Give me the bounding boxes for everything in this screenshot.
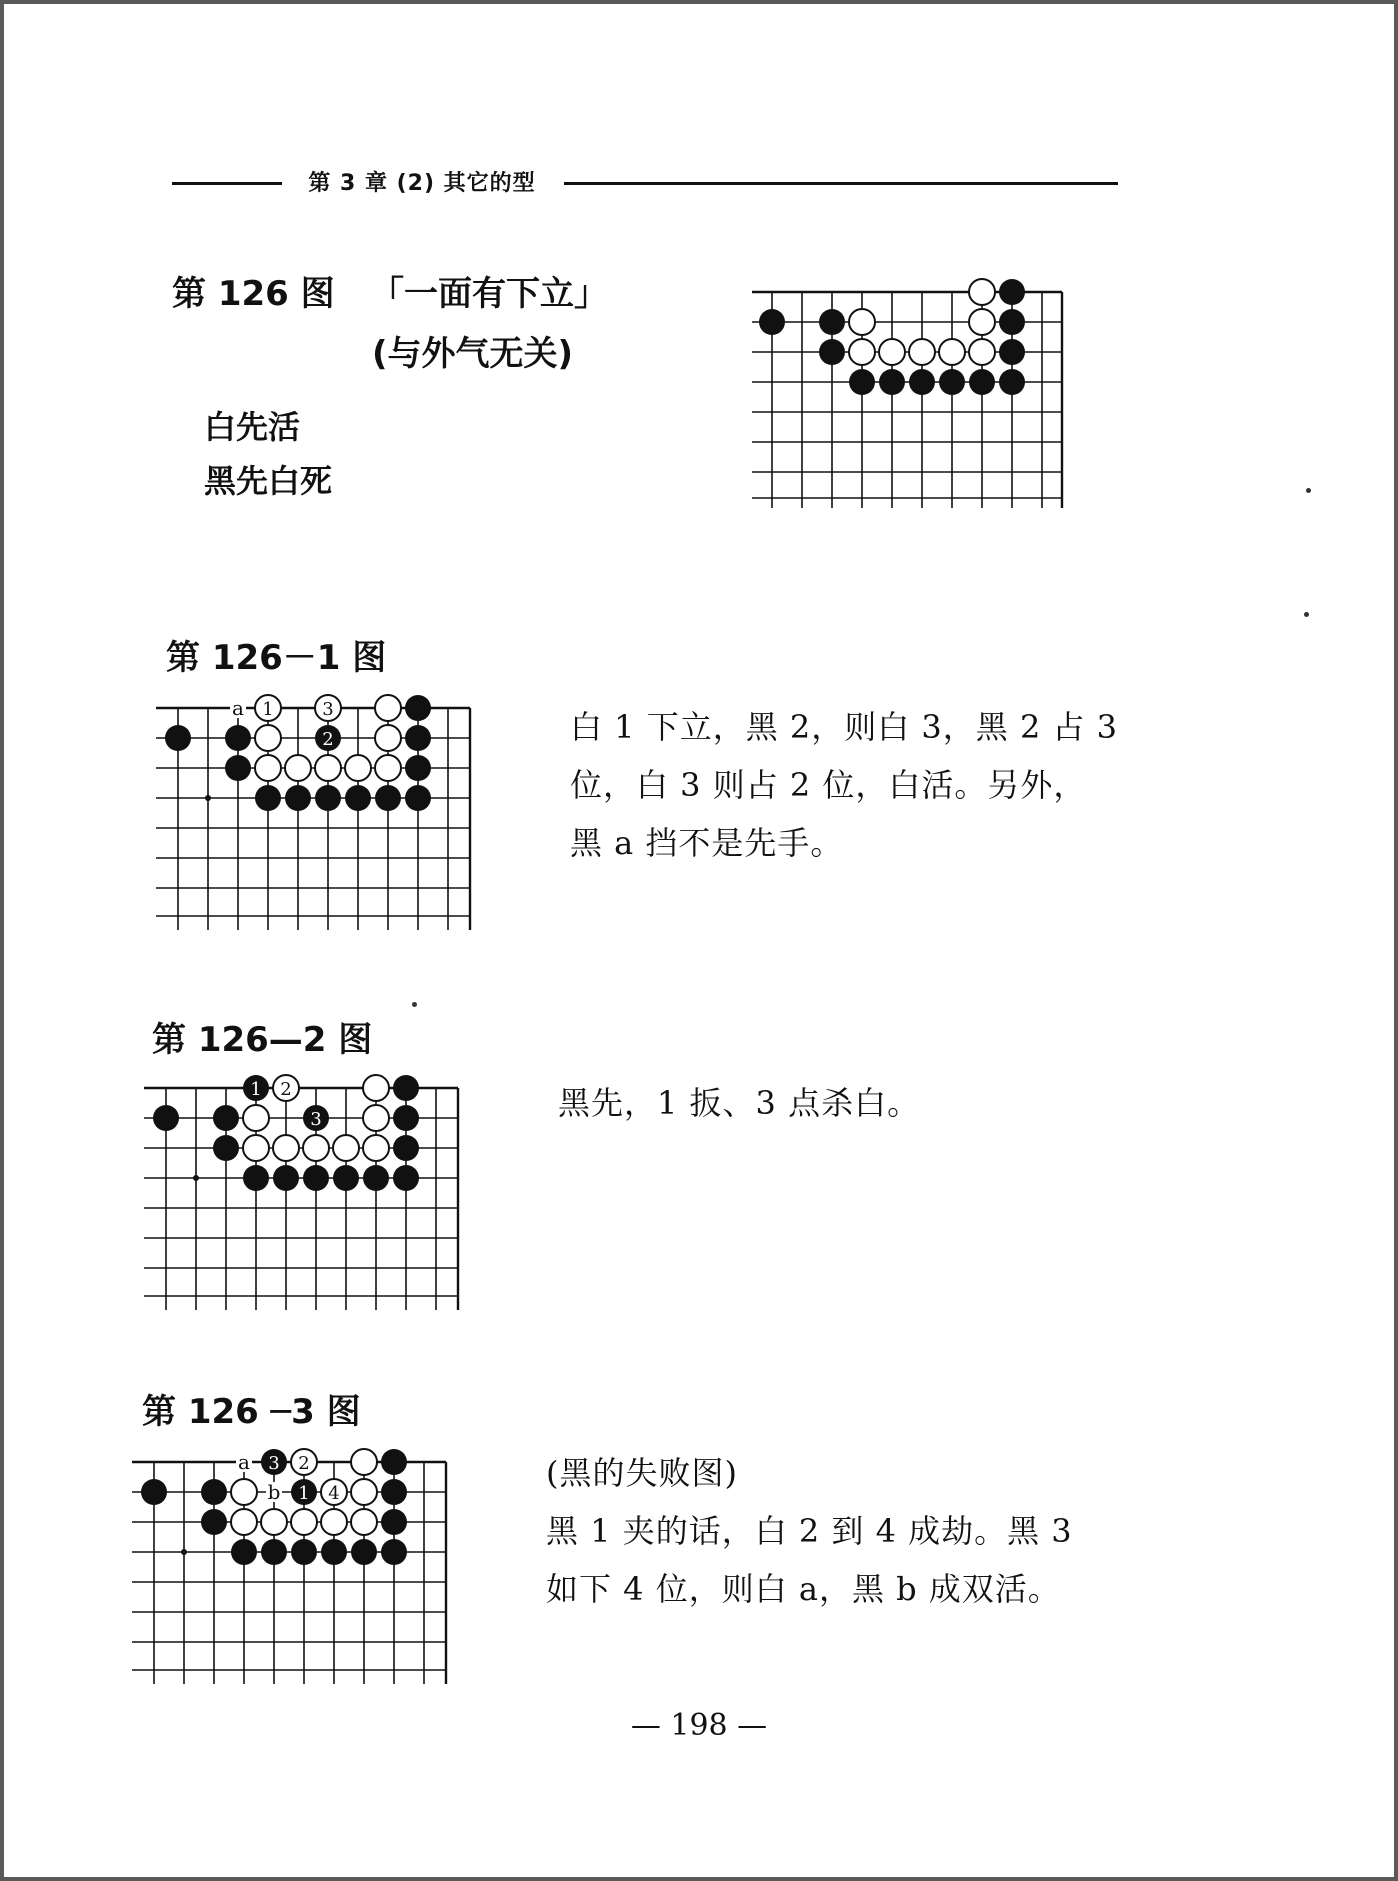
- diagram-3-desc-2: 黑 1 夹的话，白 2 到 4 成劫。黑 3: [546, 1512, 1073, 1550]
- stone-white-4: 4: [328, 1483, 340, 1504]
- stone-black-3: 3: [310, 1109, 322, 1130]
- diagram-1-desc-2: 位，白 3 则占 2 位，白活。另外，: [570, 766, 1087, 804]
- mark-a: a: [232, 696, 244, 720]
- mark-b: b: [267, 1480, 281, 1504]
- problem-title: 第 126 图: [172, 274, 335, 314]
- stone-white-2: 2: [298, 1453, 310, 1474]
- stone-black-1: 1: [250, 1079, 262, 1100]
- diagram-2-desc-1: 黑先，1 扳、3 点杀白。: [558, 1084, 921, 1122]
- header-rule-left: [172, 182, 282, 185]
- go-board-126: [752, 278, 1072, 508]
- chapter-title: 第 3 章 (2) 其它的型: [308, 171, 536, 196]
- problem-white-first: 白先活: [204, 408, 301, 446]
- scan-speck: [1306, 488, 1311, 493]
- diagram-3-desc-3: 如下 4 位，则白 a，黑 b 成双活。: [546, 1570, 1061, 1608]
- stone-black-3: 3: [268, 1453, 280, 1474]
- diagram-3-title: 第 126 ─3 图: [142, 1392, 361, 1432]
- stone-white-1: 1: [262, 699, 274, 720]
- mark-a: a: [238, 1450, 250, 1474]
- problem-subtitle-2: (与外气无关): [372, 334, 574, 374]
- running-header: [172, 164, 1118, 204]
- diagram-1-desc-3: 黑 a 挡不是先手。: [570, 824, 844, 862]
- stone-black-1: 1: [298, 1483, 310, 1504]
- diagram-1-desc-1: 白 1 下立，黑 2，则白 3，黑 2 占 3: [570, 708, 1119, 746]
- header-rule-right: [564, 182, 1118, 185]
- stone-white-3: 3: [322, 699, 334, 720]
- book-page: [4, 4, 1394, 1877]
- page-number: — 198 —: [630, 1708, 768, 1743]
- go-board-126-1: [156, 690, 476, 930]
- problem-subtitle-1: 「一面有下立」: [370, 274, 608, 314]
- go-board-126-2: [144, 1070, 464, 1310]
- diagram-2-title: 第 126—2 图: [152, 1020, 373, 1060]
- problem-black-first: 黑先白死: [204, 462, 333, 500]
- scan-speck: [1304, 612, 1309, 617]
- go-board-126-3: [132, 1444, 452, 1684]
- scan-speck: [412, 1002, 417, 1007]
- diagram-1-title: 第 126－1 图: [166, 638, 387, 678]
- stone-black-2: 2: [322, 729, 334, 750]
- diagram-3-desc-1: (黑的失败图): [546, 1454, 738, 1492]
- stone-white-2: 2: [280, 1079, 292, 1100]
